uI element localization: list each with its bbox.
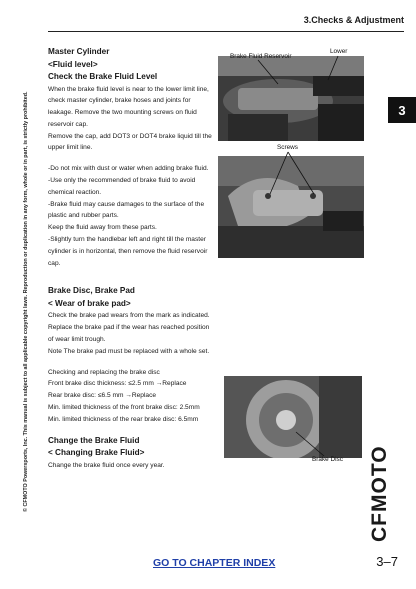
paragraph: Remove the cap, add DOT3 or DOT4 brake liquid till the upper limit line. [48, 132, 212, 152]
paragraph: Check the brake pad wears from the mark as indicated. Replace the brake pad if the wear has reached position of wear limit trough. [48, 312, 210, 344]
callout-brake-fluid-reservoir: Brake Fluid Reservoir [230, 53, 292, 60]
section-title-brake-disc: Brake Disc, Brake Pad [48, 286, 135, 296]
callout-lines-fig2 [218, 150, 364, 200]
callout-lower: Lower [330, 48, 348, 55]
callout-brake-disc: Brake Disc [312, 456, 343, 463]
note-item: -Slightly turn the handlebar left and right till the master cylinder is in horizontal, then remove the fluid reservoir cap. [48, 236, 208, 267]
page-number: 3–7 [376, 554, 398, 569]
paragraph: Checking and replacing the brake disc [48, 368, 160, 376]
callout-screws: Screws [277, 144, 298, 151]
paragraph: When the brake fluid level is near to the lower limit line, check master cylinder, brake hoses and joints for leakage. Remove the two mounting screws on fluid reservoir cap. [48, 85, 209, 128]
section-title-change-fluid: Change the Brake Fluid [48, 435, 140, 445]
cfmoto-logo: CFMOTO [368, 445, 391, 542]
copyright-notice: © CFMOTO Powersports, Inc. This manual is subject to all applicable copyright laws. Reproduction or duplication in any form, whole or in part, is strictly prohibited. [23, 91, 29, 512]
section-title-master-cylinder: Master Cylinder [48, 47, 110, 56]
go-to-chapter-index-link[interactable]: GO TO CHAPTER INDEX [153, 557, 276, 569]
section-subtitle-changing: < Changing Brake Fluid> [48, 448, 145, 458]
spec-line: Front brake disc thickness: ≤2.5 mm →Replace [48, 380, 187, 388]
section-heading-check-fluid: Check the Brake Fluid Level [48, 72, 158, 81]
paragraph: Change the brake fluid once every year. [48, 461, 165, 469]
spacer [48, 269, 212, 285]
section-subtitle-fluid-level: <Fluid level> [48, 59, 98, 69]
spacer [48, 154, 212, 163]
spacer [48, 426, 212, 435]
note-item: -Use only the recommended of brake fluid to avoid chemical reaction. [48, 177, 196, 196]
note-item: -Do not mix with dust or water when adding brake fluid. [48, 165, 209, 173]
spec-line: Min. limited thickness of the rear brake disc: 6.5mm [48, 415, 199, 423]
note-item: -Brake fluid may cause damages to the surface of the plastic and rubber parts. [48, 200, 205, 220]
left-column [48, 46, 212, 471]
spec-line: Rear brake disc: ≤6.5 mm →Replace [48, 392, 157, 400]
section-subtitle-wear: < Wear of brake pad> [48, 298, 131, 308]
note-paragraph: Note The brake pad must be replaced with a whole set. [48, 347, 210, 355]
header-rule [48, 31, 404, 32]
spacer [48, 358, 212, 367]
page-header-title: 3.Checks & Adjustment [303, 15, 404, 25]
spec-line: Min. limited thickness of the front brake disc: 2.5mm [48, 404, 200, 412]
note-item: Keep the fluid away from these parts. [48, 224, 157, 232]
chapter-tab: 3 [388, 97, 416, 123]
